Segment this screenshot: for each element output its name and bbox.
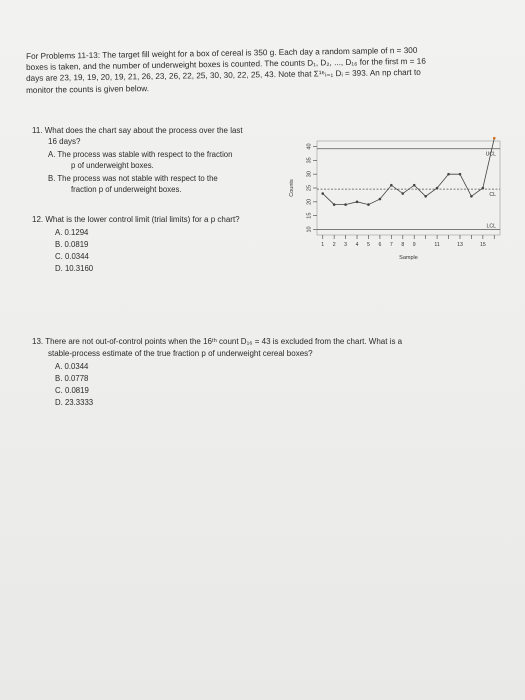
q11-option-b: B. The process was not stable with respect to the: [48, 174, 218, 183]
q11-option-b-cont: fraction p of underweight boxes.: [71, 185, 182, 194]
q11-stem-line-2: 16 days?: [48, 137, 81, 146]
q13-option-a: A. 0.0344: [55, 362, 89, 371]
y-axis-label: Counts: [289, 179, 295, 197]
y-tick-label: 25: [306, 184, 313, 192]
data-point: [379, 198, 382, 201]
x-axis-label: Sample: [399, 255, 418, 261]
q12-stem: 12. What is the lower control limit (trial limits) for a p chart?: [32, 215, 240, 224]
data-series-line: [323, 138, 495, 204]
x-tick-label: 11: [434, 242, 440, 248]
q12-option-d: D. 10.3160: [55, 264, 94, 273]
x-tick-label: 8: [401, 242, 405, 248]
data-point: [424, 195, 427, 198]
q13-option-b: B. 0.0778: [55, 374, 89, 383]
data-point: [333, 203, 336, 206]
q13-stem-line-2: stable-process estimate of the true fraction p of underweight cereal boxes?: [48, 349, 313, 358]
q13-option-d: D. 23.3333: [55, 398, 94, 407]
data-point: [390, 184, 393, 187]
x-tick-label: 3: [344, 242, 348, 248]
limit-label-lcl: LCL: [486, 223, 496, 230]
x-tick-label: 2: [332, 242, 336, 248]
np-control-chart: [285, 133, 510, 268]
x-tick-label: 1: [321, 242, 325, 248]
data-point: [321, 192, 324, 195]
data-point: [401, 192, 404, 195]
q11-option-a: A. The process was stable with respect to the fraction: [48, 150, 233, 159]
x-tick-label: 4: [355, 242, 359, 248]
q11-stem-line-1: 11. What does the chart say about the process over the last: [32, 126, 243, 135]
y-tick-label: 30: [306, 171, 313, 178]
q13-stem-line-1: 13. There are not out-of-control points when the 16ᵗʰ count D₁₆ = 43 is excluded from the chart. What is a: [32, 337, 403, 346]
y-tick-label: 10: [306, 226, 313, 233]
chart-plot-area: [289, 137, 500, 261]
y-tick-label: 40: [306, 143, 313, 150]
data-point: [470, 195, 473, 198]
data-point: [344, 203, 347, 206]
data-point: [413, 184, 416, 187]
y-tick-label: 15: [306, 212, 313, 219]
limit-label-cl: CL: [489, 192, 496, 199]
data-point: [436, 187, 439, 190]
x-tick-label: 9: [412, 242, 416, 248]
intro-line-4: monitor the counts is given below.: [26, 84, 150, 95]
data-point: [482, 187, 485, 190]
x-tick-label: 15: [479, 242, 486, 248]
limit-label-ucl: UCL: [485, 151, 496, 158]
x-tick-label: 6: [378, 242, 382, 248]
y-tick-label: 20: [306, 198, 313, 205]
q12-option-a: A. 0.1294: [55, 228, 89, 237]
data-point: [447, 173, 450, 176]
x-tick-label: 13: [457, 242, 463, 248]
data-point: [493, 137, 496, 140]
data-point: [356, 201, 359, 204]
q12-option-b: B. 0.0819: [55, 240, 89, 249]
data-point: [459, 173, 462, 176]
x-tick-label: 7: [389, 242, 393, 248]
intro-line-2: boxes is taken, and the number of underweight boxes is counted. The counts D₁, D₂, ..., D₁₆ for the first m = 16: [26, 56, 426, 72]
data-point: [367, 203, 370, 206]
plot-frame: [317, 141, 500, 235]
q12-option-c: C. 0.0344: [55, 252, 89, 261]
x-tick-label: 5: [367, 242, 370, 248]
intro-line-1: For Problems 11-13: The target fill weight for a box of cereal is 350 g. Each day a random sample of n = 300: [26, 45, 418, 61]
q13-option-c: C. 0.0819: [55, 386, 89, 395]
q11-option-a-cont: p of underweight boxes.: [71, 161, 154, 170]
intro-line-3: days are 23, 19, 19, 20, 19, 21, 26, 23, 26, 22, 25, 30, 30, 22, 25, 43. Note that Σ¹⁶ᵢ₌₁ Dᵢ = 393. An np chart to: [26, 67, 421, 83]
y-tick-label: 35: [306, 157, 313, 164]
